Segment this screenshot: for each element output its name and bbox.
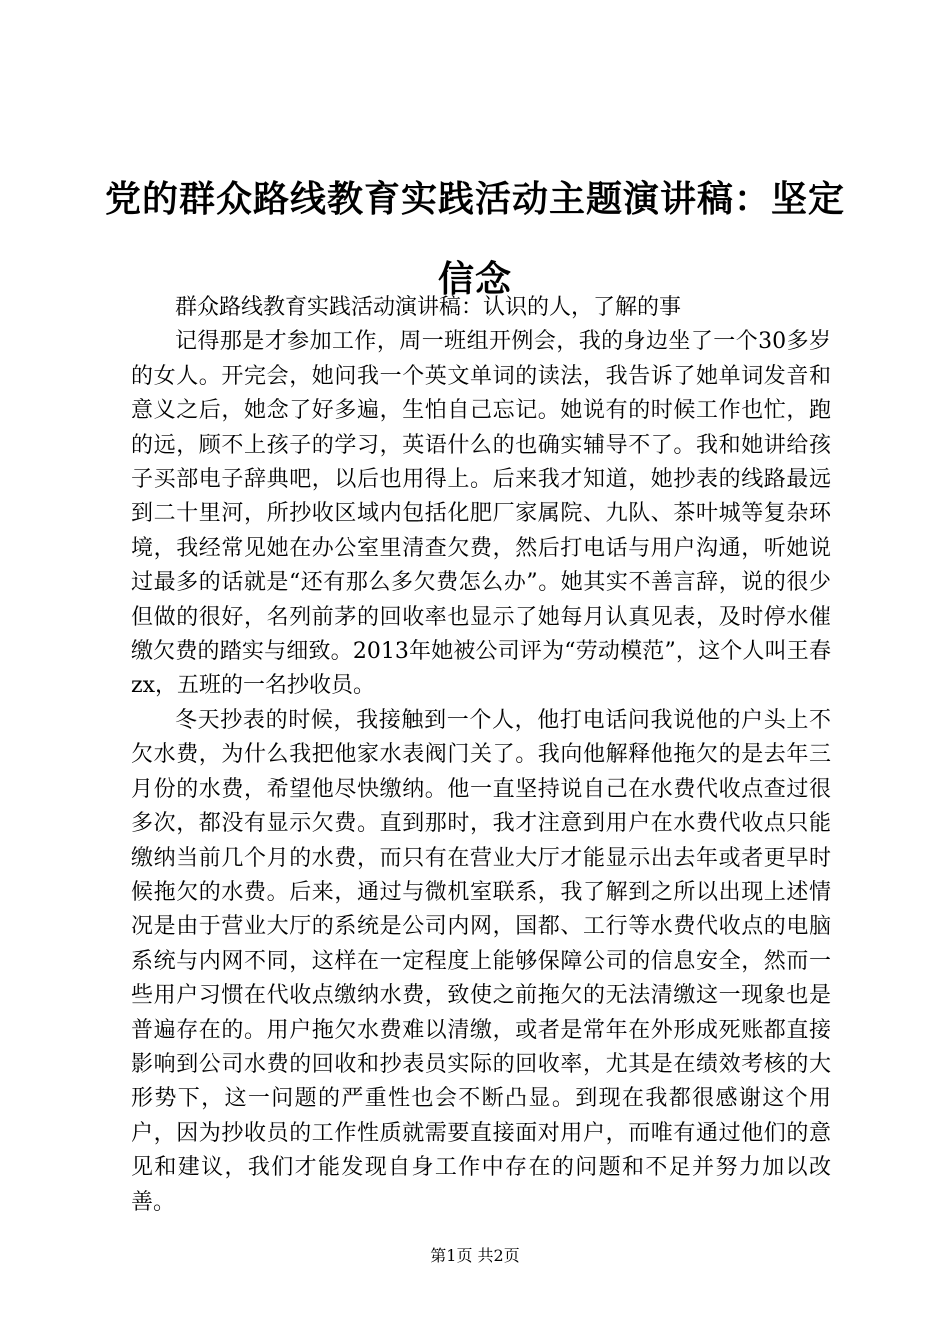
paragraph-subtitle: 群众路线教育实践活动演讲稿：认识的人，了解的事 (175, 295, 682, 320)
paragraph-2: 冬天抄表的时候，我接触到一个人，他打电话问我说他的户头上不欠水费，为什么我把他家水表阀门关了。我向他解释他拖欠的是去年三月份的水费，希望他尽快缴纳。他一直坚持说自己在水费代收点查过很多次，都没有显示欠费。直到那时，我才注意到用户在水费代收点只能缴纳当前几个月的水费，而只有在营业大厅才能显示出去年或者更早时候拖欠的水费。后来，通过与微机室联系，我了解到之所以出现上述情况是由于营业大厅的系统是公司内网，国都、工行等水费代收点的电脑系统与内网不同，这样在一定程度上能够保障公司的信息安全，然而一些用户习惯在代收点缴纳水费，致使之前拖欠的无法清缴这一现象也是普遍存在的。用户拖欠水费难以清缴，或者是常年在外形成死账都直接影响到公司水费的回收和抄表员实际的回收率，尤其是在绩效考核的大形势下，这一问题的严重性也会不断凸显。到现在我都很感谢这个用户，因为抄收员的工作性质就需要直接面对用户，而唯有通过他们的意见和建议，我们才能发现自身工作中存在的问题和不足并努力加以改善。 (131, 707, 831, 1215)
paragraph-1: 记得那是才参加工作，周一班组开例会，我的身边坐了一个30多岁的女人。开完会，她问我一个英文单词的读法，我告诉了她单词发音和意义之后，她念了好多遍，生怕自己忘记。她说有的时候工作也忙，跑的远，顾不上孩子的学习，英语什么的也确实辅导不了。我和她讲给孩子买部电子辞典吧，以后也用得上。后来我才知道，她抄表的线路最远到二十里河，所抄收区域内包括化肥厂家属院、九队、茶叶城等复杂环境，我经常见她在办公室里清查欠费，然后打电话与用户沟通，听她说过最多的话就是“还有那么多欠费怎么办”。她其实不善言辞，说的很少但做的很好，名列前茅的回收率也显示了她每月认真见表，及时停水催缴欠费的踏实与细致。2013年她被公司评为“劳动模范”，这个人叫王春zx，五班的一名抄收员。 (131, 329, 831, 699)
page-footer: 第1页 共2页 (430, 1246, 520, 1265)
document-title: 党的群众路线教育实践活动主题演讲稿：坚定信念 (104, 179, 845, 300)
document-body (131, 291, 831, 1220)
